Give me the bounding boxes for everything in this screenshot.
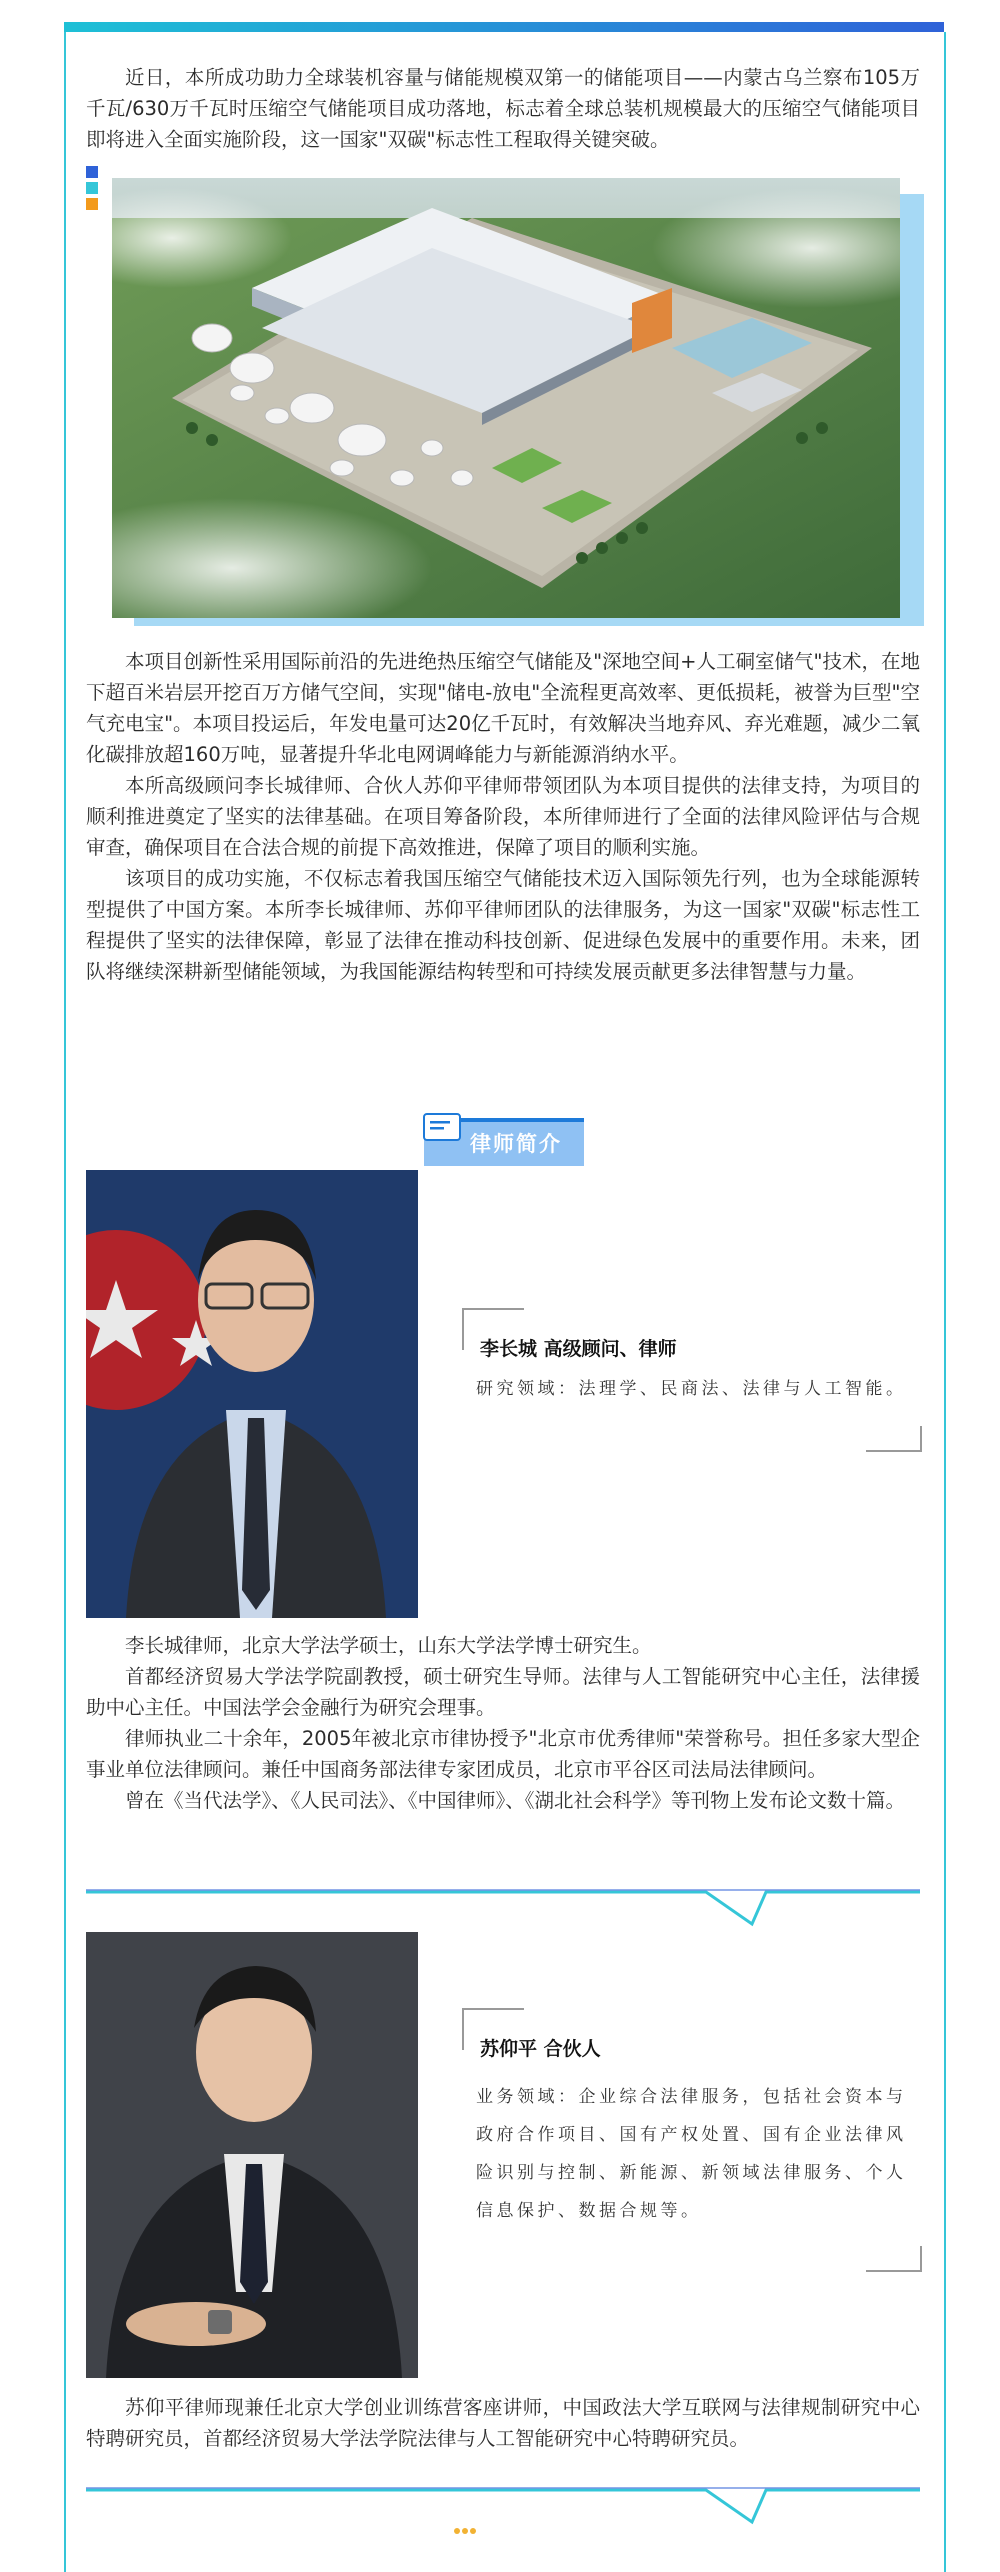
lawyer-profile-li <box>462 1308 922 1452</box>
bio-paragraph: 苏仰平律师现兼任北京大学创业训练营客座讲师，中国政法大学互联网与法律规制研究中心特聘研究员，首都经济贸易大学法学院法律与人工智能研究中心特聘研究员。 <box>86 2396 920 2450</box>
lawyer-portrait-li <box>86 1170 418 1618</box>
section-heading <box>420 1110 584 1168</box>
project-aerial-image <box>112 178 900 618</box>
lawyer-field: 业务领域：企业综合法律服务，包括社会资本与政府合作项目、国有产权处置、国有企业法律风险识别与控制、新能源、新领域法律服务、个人信息保护、数据合规等。 <box>476 2087 907 2221</box>
decorative-dots <box>452 2526 478 2536</box>
bio-paragraph: 律师执业二十余年，2005年被北京市律协授予"北京市优秀律师"荣誉称号。担任多家大型企事业单位法律顾问。兼任中国商务部法律专家团成员，北京市平谷区司法局法律顾问。 <box>86 1727 920 1781</box>
section-divider <box>86 1888 920 1938</box>
corner-decoration <box>866 1426 922 1452</box>
corner-decoration <box>866 2246 922 2272</box>
bio-paragraph: 首都经济贸易大学法学院副教授，硕士研究生导师。法律与人工智能研究中心主任，法律援助中心主任。中国法学会金融行为研究会理事。 <box>86 1665 920 1719</box>
section-divider <box>86 2486 920 2536</box>
body-paragraph: 本所高级顾问李长城律师、合伙人苏仰平律师带领团队为本项目提供的法律支持，为项目的顺利推进奠定了坚实的法律基础。在项目筹备阶段，本所律师进行了全面的法律风险评估与合规审查，确保项目在合法合规的前提下高效推进，保障了项目的顺利实施。 <box>86 774 920 859</box>
lawyer-profile-su <box>462 2008 922 2272</box>
intro-paragraph <box>86 62 920 155</box>
top-accent-bar <box>64 22 944 32</box>
section-heading-text: 律师简介 <box>470 1132 562 1156</box>
lawyer-name-title: 苏仰平 合伙人 <box>480 2038 601 2060</box>
body-paragraphs <box>86 646 920 987</box>
intro-text: 近日，本所成功助力全球装机容量与储能规模双第一的储能项目——内蒙古乌兰察布105万千瓦/630万千瓦时压缩空气储能项目成功落地，标志着全球总装机规模最大的压缩空气储能项目即将进入全面实施阶段，这一国家"双碳"标志性工程取得关键突破。 <box>86 66 920 151</box>
body-paragraph: 该项目的成功实施，不仅标志着我国压缩空气储能技术迈入国际领先行列，也为全球能源转型提供了中国方案。本所李长城律师、苏仰平律师团队的法律服务，为这一国家"双碳"标志性工程提供了坚实的法律保障，彰显了法律在推动科技创新、促进绿色发展中的重要作用。未来，团队将继续深耕新型储能领域，为我国能源结构转型和可持续发展贡献更多法律智慧与力量。 <box>86 867 920 983</box>
bio-paragraph: 曾在《当代法学》、《人民司法》、《中国律师》、《湖北社会科学》等刊物上发布论文数十篇。 <box>125 1789 906 1812</box>
bio-paragraph: 李长城律师，北京大学法学硕士，山东大学法学博士研究生。 <box>125 1634 652 1657</box>
lawyer-bio-li <box>86 1630 920 1816</box>
lawyer-name-title: 李长城 高级顾问、律师 <box>480 1338 677 1360</box>
body-paragraph: 本项目创新性采用国际前沿的先进绝热压缩空气储能及"深地空间+人工硐室储气"技术，在地下超百米岩层开挖百万方储气空间，实现"储电-放电"全流程更高效率、更低损耗，被誉为巨型"空气充电宝"。本项目投运后，年发电量可达20亿千瓦时，有效解决当地弃风、弃光难题，减少二氧化碳排放超160万吨，显著提升华北电网调峰能力与新能源消纳水平。 <box>86 650 920 766</box>
speech-bubble-icon <box>422 1110 464 1146</box>
lawyer-portrait-su <box>86 1932 418 2378</box>
decorative-squares <box>86 166 98 214</box>
lawyer-bio-su <box>86 2392 920 2454</box>
lawyer-field: 研究领域：法理学、民商法、法律与人工智能。 <box>476 1379 907 1399</box>
